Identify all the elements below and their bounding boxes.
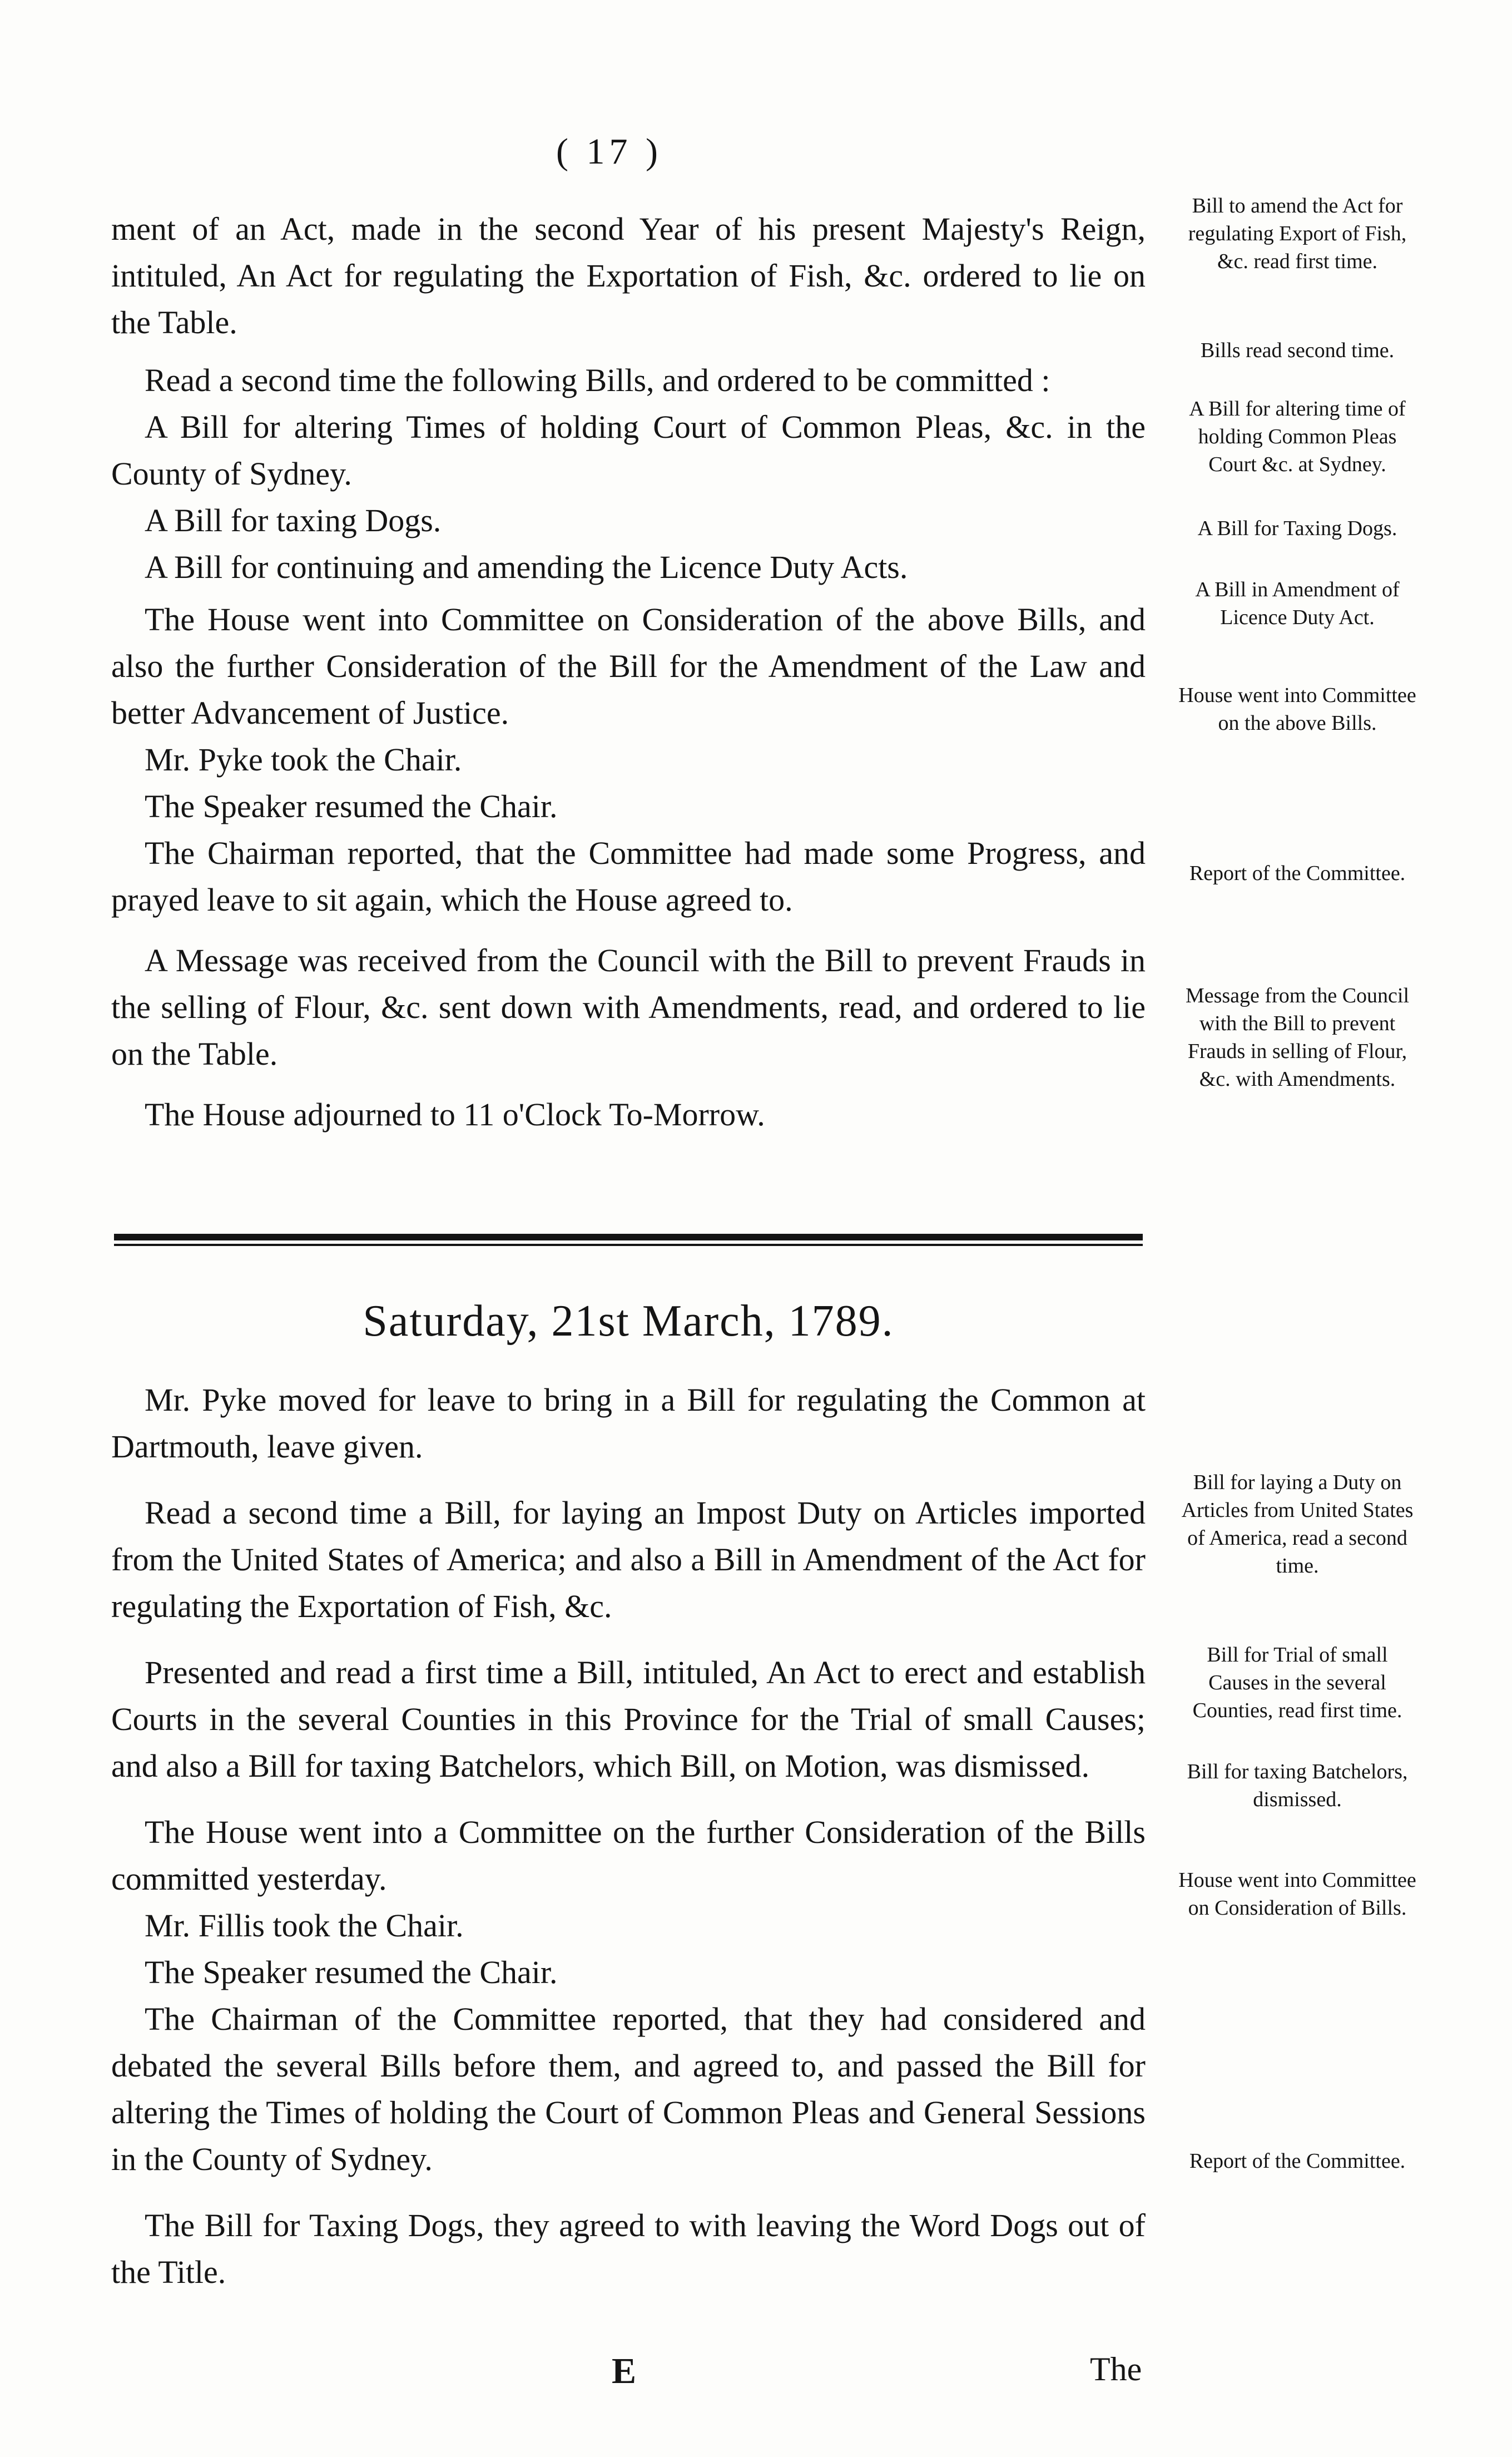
- paragraph: The Chairman of the Committee reported, that they had considered and debated the several Bills before them, and agreed to, and passed the Bill for altering the Times of holding the Court of Common Pleas and General Sessions in the County of Sydney.: [111, 2001, 1146, 2177]
- margin-note: House went into Committee on Consideration of Bills.: [1178, 1868, 1416, 1920]
- margin-note: Report of the Committee.: [1189, 2149, 1406, 2173]
- paragraph: ment of an Act, made in the second Year of his present Majesty's Reign, intituled, An Act for regulating the Exportation of Fish, &c. ordered to lie on the Table.: [111, 211, 1146, 340]
- main-text-bottom: [111, 1377, 1146, 2296]
- paragraph: Read a second time a Bill, for laying an Impost Duty on Articles imported from the United States of America; and also a Bill in Amendment of the Act for regulating the Exportation of Fish, &c.: [111, 1495, 1146, 1624]
- paragraph: A Bill for continuing and amending the Licence Duty Acts.: [145, 549, 908, 585]
- paragraph: Mr. Pyke took the Chair.: [145, 741, 462, 778]
- paragraph: Presented and read a first time a Bill, intituled, An Act to erect and establish Courts in the several Counties in this Province for the Trial of small Causes; and also a Bill for taxing Batchelors, which Bill, on Motion, was dismissed.: [111, 1654, 1146, 1784]
- margin-note: Bill for Trial of small Causes in the several Counties, read first time.: [1192, 1643, 1402, 1722]
- paragraph: The Speaker resumed the Chair.: [145, 1954, 558, 1990]
- section-rule: [114, 1234, 1143, 1240]
- paragraph: Mr. Fillis took the Chair.: [145, 1907, 464, 1944]
- paragraph: The House went into a Committee on the further Consideration of the Bills committed yesterday.: [111, 1814, 1146, 1897]
- paragraph: The Chairman reported, that the Committee had made some Progress, and prayed leave to sit again, which the House agreed to.: [111, 835, 1146, 918]
- margin-note: Bill for taxing Batchelors, dismissed.: [1187, 1760, 1408, 1811]
- paragraph: The Speaker resumed the Chair.: [145, 788, 558, 824]
- paragraph: The Bill for Taxing Dogs, they agreed to with leaving the Word Dogs out of the Title.: [111, 2207, 1146, 2290]
- margin-note: Bills read second time.: [1200, 339, 1395, 362]
- margin-note: House went into Committee on the above Bills.: [1178, 684, 1416, 735]
- margin-note: Bill to amend the Act for regulating Export of Fish, &c. read first time.: [1188, 194, 1407, 273]
- margin-note: A Bill for altering time of holding Common Pleas Court &c. at Sydney.: [1189, 397, 1406, 476]
- page-number: ( 17 ): [556, 131, 662, 172]
- paragraph: The House went into Committee on Consideration of the above Bills, and also the further Consideration of the Bill for the Amendment of the Law and better Advancement of Justice.: [111, 601, 1146, 731]
- margin-note: Message from the Council with the Bill to prevent Frauds in selling of Flour, &c. with Amendments.: [1185, 984, 1410, 1091]
- date-heading: Saturday, 21st March, 1789.: [363, 1297, 894, 1346]
- paragraph: A Message was received from the Council with the Bill to prevent Frauds in the selling of Flour, &c. sent down with Amendments, read, and ordered to lie on the Table.: [111, 942, 1146, 1072]
- margin-note: Report of the Committee.: [1189, 862, 1406, 885]
- catchword: The: [1090, 2351, 1142, 2387]
- paragraph: The House adjourned to 11 o'Clock To-Morrow.: [145, 1096, 765, 1133]
- paragraph: Read a second time the following Bills, and ordered to be committed :: [145, 362, 1050, 398]
- paragraph: Mr. Pyke moved for leave to bring in a Bill for regulating the Common at Dartmouth, leave given.: [111, 1382, 1146, 1465]
- main-text-top: [111, 206, 1146, 1138]
- margin-note: A Bill for Taxing Dogs.: [1197, 517, 1397, 540]
- signature-mark: E: [612, 2351, 637, 2391]
- margin-note: Bill for laying a Duty on Articles from United States of America, read a second time.: [1181, 1471, 1414, 1578]
- margin-note: A Bill in Amendment of Licence Duty Act.: [1195, 578, 1400, 629]
- section-rule: [114, 1244, 1143, 1246]
- paragraph: A Bill for taxing Dogs.: [145, 502, 442, 538]
- paragraph: A Bill for altering Times of holding Court of Common Pleas, &c. in the County of Sydney.: [111, 409, 1146, 492]
